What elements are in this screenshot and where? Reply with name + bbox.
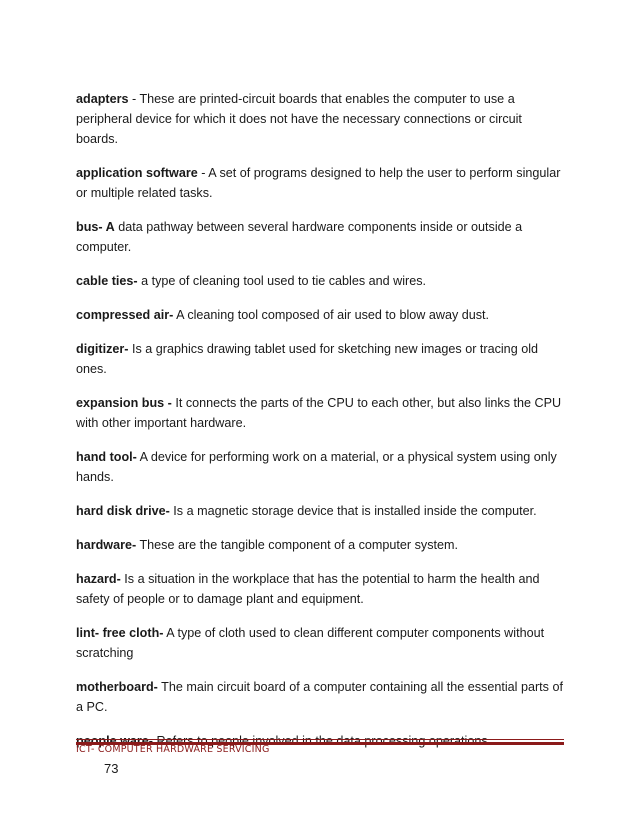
glossary-term: hand tool- xyxy=(76,450,137,464)
glossary-definition: These are printed-circuit boards that enables the computer to use a peripheral device for which it does not have the necessary connections or circuit boards. xyxy=(76,92,522,146)
glossary-term: bus- A xyxy=(76,220,115,234)
glossary-term: adapters xyxy=(76,92,129,106)
glossary-entry xyxy=(76,217,564,257)
glossary-term: expansion bus - xyxy=(76,396,172,410)
glossary-definition: The main circuit board of a computer containing all the essential parts of a PC. xyxy=(76,680,563,714)
glossary-entry xyxy=(76,339,564,379)
glossary-term: motherboard- xyxy=(76,680,158,694)
glossary-entry xyxy=(76,623,564,663)
term-separator: - xyxy=(197,166,209,180)
glossary-entry xyxy=(76,271,564,291)
term-separator: - xyxy=(128,92,140,106)
glossary-definition: A type of cloth used to clean different computer components without scratching xyxy=(76,626,545,660)
glossary-definition: It connects the parts of the CPU to each other, but also links the CPU with other important hardware. xyxy=(76,396,562,430)
glossary-term: lint- free cloth- xyxy=(76,626,164,640)
page-number: 73 xyxy=(104,761,119,776)
glossary-definition: Is a magnetic storage device that is installed inside the computer. xyxy=(173,504,537,518)
glossary-term: cable ties- xyxy=(76,274,138,288)
glossary-definition: These are the tangible component of a computer system. xyxy=(139,538,458,552)
glossary-entry xyxy=(76,393,564,433)
glossary-definition: Is a graphics drawing tablet used for sketching new images or tracing old ones. xyxy=(76,342,538,376)
glossary-term: digitizer- xyxy=(76,342,129,356)
glossary-term: compressed air- xyxy=(76,308,174,322)
glossary-term: hard disk drive- xyxy=(76,504,170,518)
glossary-entry xyxy=(76,163,564,203)
glossary-list xyxy=(76,89,564,765)
glossary-entry xyxy=(76,305,564,325)
glossary-entry xyxy=(76,535,564,555)
glossary-definition: a type of cleaning tool used to tie cables and wires. xyxy=(141,274,427,288)
glossary-definition: data pathway between several hardware components inside or outside a computer. xyxy=(76,220,523,254)
glossary-term: application software xyxy=(76,166,198,180)
glossary-entry xyxy=(76,89,564,149)
footer-title: ICT- COMPUTER HARDWARE SERVICING xyxy=(76,744,270,755)
glossary-definition: Refers to people involved in the data processing operations. xyxy=(156,734,492,748)
glossary-entry xyxy=(76,677,564,717)
glossary-definition: A cleaning tool composed of air used to blow away dust. xyxy=(176,308,490,322)
glossary-term: hazard- xyxy=(76,572,121,586)
glossary-term: hardware- xyxy=(76,538,137,552)
glossary-entry xyxy=(76,569,564,609)
glossary-definition: Is a situation in the workplace that has the potential to harm the health and safety of people or to damage plant and equipment. xyxy=(76,572,540,606)
glossary-definition: A device for performing work on a material, or a physical system using only hands. xyxy=(76,450,557,484)
glossary-entry xyxy=(76,501,564,521)
glossary-term: people ware- xyxy=(76,734,153,748)
glossary-entry xyxy=(76,447,564,487)
glossary-definition: A set of programs designed to help the user to perform singular or multiple related tasks. xyxy=(76,166,561,200)
